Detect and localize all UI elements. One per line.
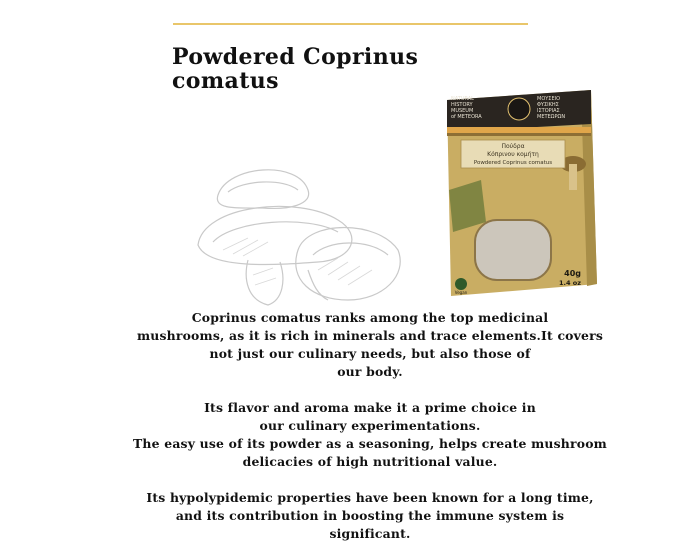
description-line: not just our culinary needs, but also those of — [209, 346, 531, 361]
product-description — [120, 309, 620, 543]
product-package — [441, 72, 601, 302]
svg-text:1.4 oz: 1.4 oz — [558, 279, 581, 287]
description-line: Coprinus comatus ranks among the top medicinal — [191, 310, 549, 325]
svg-text:Vegan: Vegan — [454, 290, 468, 295]
svg-text:Πούδρα: Πούδρα — [501, 143, 525, 150]
description-line: mushrooms, as it is rich in minerals and trace elements.It covers — [136, 328, 604, 343]
svg-text:of METEORA: of METEORA — [451, 114, 482, 120]
description-line: significant. — [329, 526, 411, 541]
description-line: Its flavor and aroma make it a prime choice in — [204, 400, 536, 415]
vegan-icon — [455, 278, 467, 290]
svg-text:MUSEUM: MUSEUM — [451, 108, 474, 114]
description-line: delicacies of high nutritional value. — [242, 454, 498, 469]
svg-text:ΙΣΤΟΡΙΑΣ: ΙΣΤΟΡΙΑΣ — [537, 108, 560, 114]
svg-text:ΜΟΥΣΕΙΟ: ΜΟΥΣΕΙΟ — [537, 96, 561, 102]
description-line: our body. — [337, 364, 403, 379]
svg-text:Powdered Coprinus comatus: Powdered Coprinus comatus — [473, 160, 553, 166]
svg-text:40g: 40g — [564, 269, 581, 278]
svg-text:HISTORY: HISTORY — [451, 102, 473, 108]
svg-text:NATURAL: NATURAL — [451, 96, 474, 102]
mushroom-sketch-illustration — [188, 150, 408, 310]
description-line: The easy use of its powder as a seasoning, helps create mushroom — [133, 436, 607, 451]
top-divider — [173, 23, 528, 25]
svg-text:Κόπρινου κομήτη: Κόπρινου κομήτη — [487, 151, 539, 158]
svg-text:ΦΥΣΙΚΗΣ: ΦΥΣΙΚΗΣ — [537, 102, 559, 108]
description-line: our culinary experimentations. — [259, 418, 481, 433]
description-line: Its hypolypidemic properties have been known for a long time, — [146, 490, 594, 505]
description-line: and its contribution in boosting the immune system is — [175, 508, 565, 523]
page-title: Powdered Coprinus comatus — [172, 44, 419, 94]
svg-text:ΜΕΤΕΩΡΩΝ: ΜΕΤΕΩΡΩΝ — [537, 114, 566, 120]
